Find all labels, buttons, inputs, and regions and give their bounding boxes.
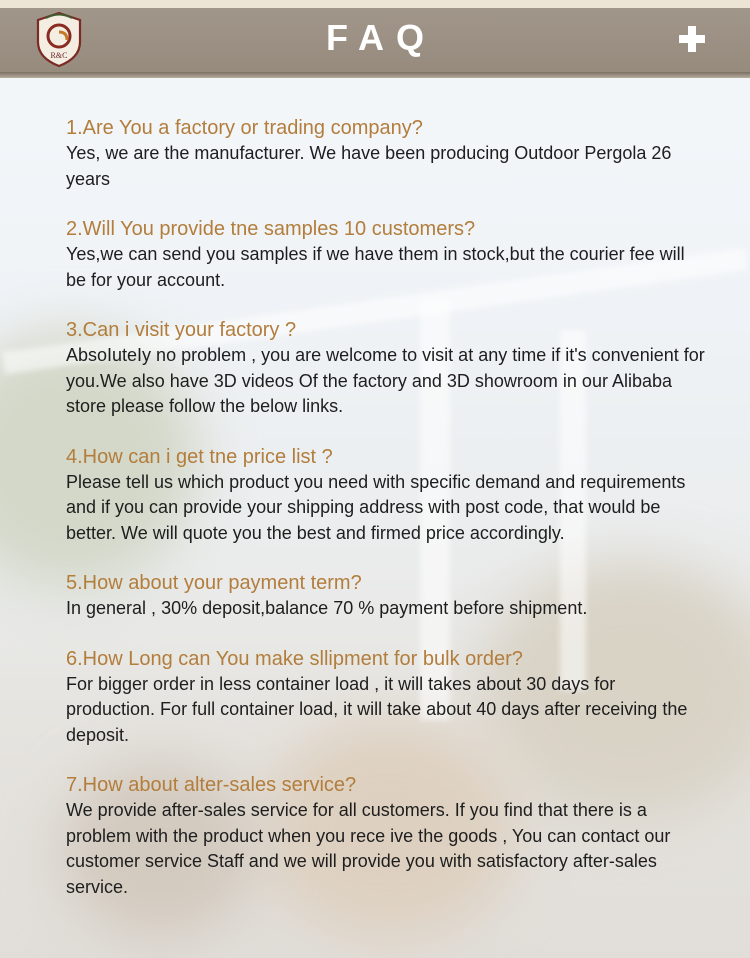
logo-label: R&C: [50, 51, 68, 60]
faq-answer: Yes, we are the manufacturer. We have been producing Outdoor Pergola 26 years: [66, 143, 672, 189]
faq-answer: Yes,we can send you samples if we have them in stock,but the courier fee will be for your account.: [66, 244, 685, 290]
header-divider: [0, 72, 750, 78]
faq-item: [66, 116, 706, 192]
faq-answer: For bigger order in less container load , it will takes about 30 days for production. For full container load, it will take about 40 days after receiving the deposit.: [66, 673, 688, 745]
faq-answer: Please tell us which product you need with specific demand and requirements and if you can provide your shipping address with post code, that would be better. We will quote you the best and firmed price accordingly.: [66, 471, 686, 543]
faq-question: 6.How Long can You make sllipment for bulk order?: [66, 647, 523, 670]
faq-question: 3.Can i visit your factory ?: [66, 319, 297, 341]
faq-answer: In general , 30% deposit,balance 70 % payment before shipment.: [66, 598, 588, 618]
faq-question: 7.How about alter-sales service?: [66, 774, 357, 796]
faq-item: [66, 647, 706, 749]
faq-item: [66, 445, 706, 547]
header-top-strip: [0, 0, 750, 8]
faq-item: [66, 318, 706, 420]
faq-item: [66, 571, 706, 622]
faq-item: [66, 773, 706, 900]
faq-question: 1.Are You a factory or trading company?: [66, 117, 423, 139]
plus-icon[interactable]: [677, 24, 707, 54]
faq-answer: We provide after-sales service for all customers. If you find that there is a problem with the product when you rece ive the goods , You can contact our customer service Staff and we will provide you with satisfactory after-sales service.: [66, 800, 671, 897]
faq-question: 4.How can i get tne price list ?: [66, 445, 333, 468]
faq-list: [66, 116, 706, 925]
faq-answer: AbsoIuteIy no problem , you are welcome to visit at any time if it's convenient for you.We also have 3D videos Of the factory and 3D showroom in our Alibaba store please follow the below links.: [66, 345, 705, 416]
faq-item: [66, 217, 706, 293]
faq-question: 2.Will You provide tne samples 10 customers?: [66, 218, 476, 240]
page-title: FAQ: [325, 17, 436, 58]
faq-question: 5.How about your payment term?: [66, 572, 362, 594]
